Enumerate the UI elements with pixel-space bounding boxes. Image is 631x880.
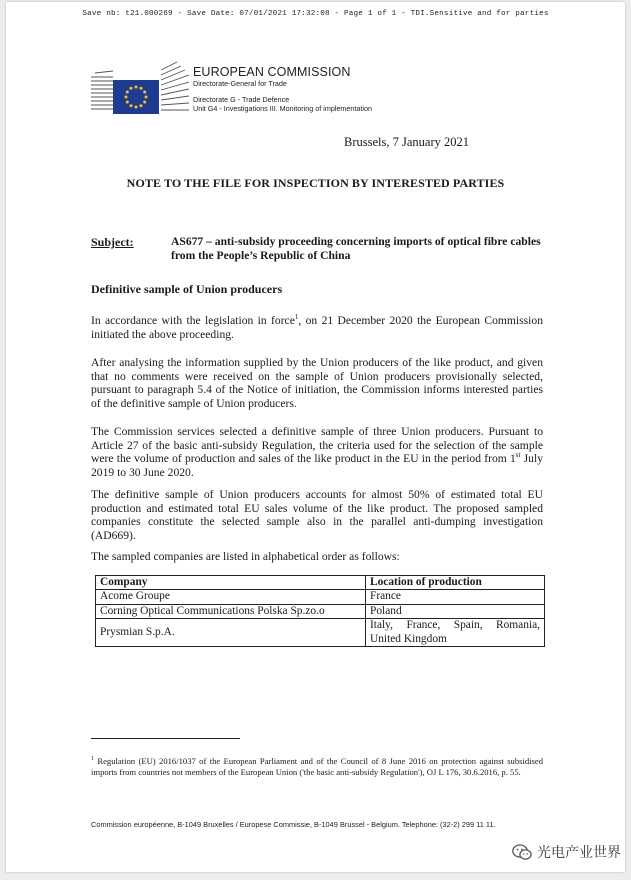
company-cell: Acome Groupe [96, 590, 366, 604]
directorate: Directorate G - Trade Defence [193, 95, 290, 104]
section-heading: Definitive sample of Union producers [91, 282, 283, 296]
location-cell: Poland [366, 604, 545, 618]
paragraph-4: The definitive sample of Union producers accounts for almost 50% of estimated total EU production and estimated total EU sales volume of the like product. The proposed sampled companies constitute the selected sample also in the parallel anti-dumping investigation (AD669). [91, 488, 543, 542]
document-date: Brussels, 7 January 2021 [344, 135, 469, 149]
letterhead [193, 65, 372, 113]
directorate-general: Directorate-General for Trade [193, 79, 287, 88]
page-footer: Commission européenne, B-1049 Bruxelles / Europese Commissie, B-1049 Brussel - Belgium. Telephone: (32-2) 299 11 11. [91, 820, 496, 829]
organisation-name: EUROPEAN COMMISSION [193, 65, 351, 79]
watermark-text: 光电产业世界 [537, 845, 621, 861]
table-row [96, 590, 545, 604]
paragraph-5: The sampled companies are listed in alphabetical order as follows: [91, 550, 400, 563]
footnote-separator [91, 738, 240, 739]
wechat-icon [512, 844, 532, 861]
save-info-line: Save nb: t21.000269 - Save Date: 07/01/2021 17:32:08 - Page 1 of 1 - TDI.Sensitive and for parties [82, 10, 549, 18]
paragraph-1: In accordance with the legislation in force$^1$, on 21 December 2020 the European Commission initiated the above proceeding. [91, 313, 543, 341]
column-header-location: Location of production [366, 576, 545, 590]
table-row [96, 604, 545, 618]
footnote: $^1$ Regulation (EU) 2016/1037 of the European Parliament and of the Council of 8 June 2016 on protection against subsidised imports from countries not members of the European Union ('the basic anti-subsidy Regulation'), OJ L 176, 30.6.2016, p. 55. [91, 756, 543, 778]
footnote-marker: 1 [91, 756, 94, 763]
note-title: NOTE TO THE FILE FOR INSPECTION BY INTERESTED PARTIES [126, 176, 505, 190]
subject-text: AS677 – anti-subsidy proceeding concerning imports of optical fibre cables from the People’s Republic of China [171, 235, 541, 262]
unit: Unit G4 - Investigations III. Monitoring of implementation [193, 104, 372, 113]
european-commission-logo [91, 58, 189, 118]
paragraph-3: The Commission services selected a definitive sample of three Union producers. Pursuant to Article 27 of the basic anti-subsidy Regulation, the criteria used for the selection of the sample were the volume of production and sales of the like product in the EU in the period from 1st July 2019 to 30 June 2020. [91, 425, 543, 479]
column-header-company: Company [96, 576, 366, 590]
eu-flag [113, 80, 159, 114]
company-cell: Prysmian S.p.A. [96, 619, 366, 647]
table-header-row [96, 576, 545, 590]
document-page [6, 2, 625, 872]
location-cell: France [366, 590, 545, 604]
sampled-companies-table [95, 575, 545, 647]
location-cell: Italy, France, Spain, Romania, United Kingdom [366, 619, 545, 647]
footnote-reference[interactable]: 1 [294, 313, 299, 322]
paragraph-2: After analysing the information supplied by the Union producers of the like product, and given that no comments were received on the sample of Union producers provisionally selected, pursuant to paragraph 5.4 of the Notice of initiation, the Commission informs interested parties of the definitive sample of Union producers. [91, 356, 543, 410]
watermark [512, 842, 621, 862]
company-cell: Corning Optical Communications Polska Sp.zo.o [96, 604, 366, 618]
subject-label: Subject: [91, 235, 134, 249]
table-row [96, 619, 545, 647]
